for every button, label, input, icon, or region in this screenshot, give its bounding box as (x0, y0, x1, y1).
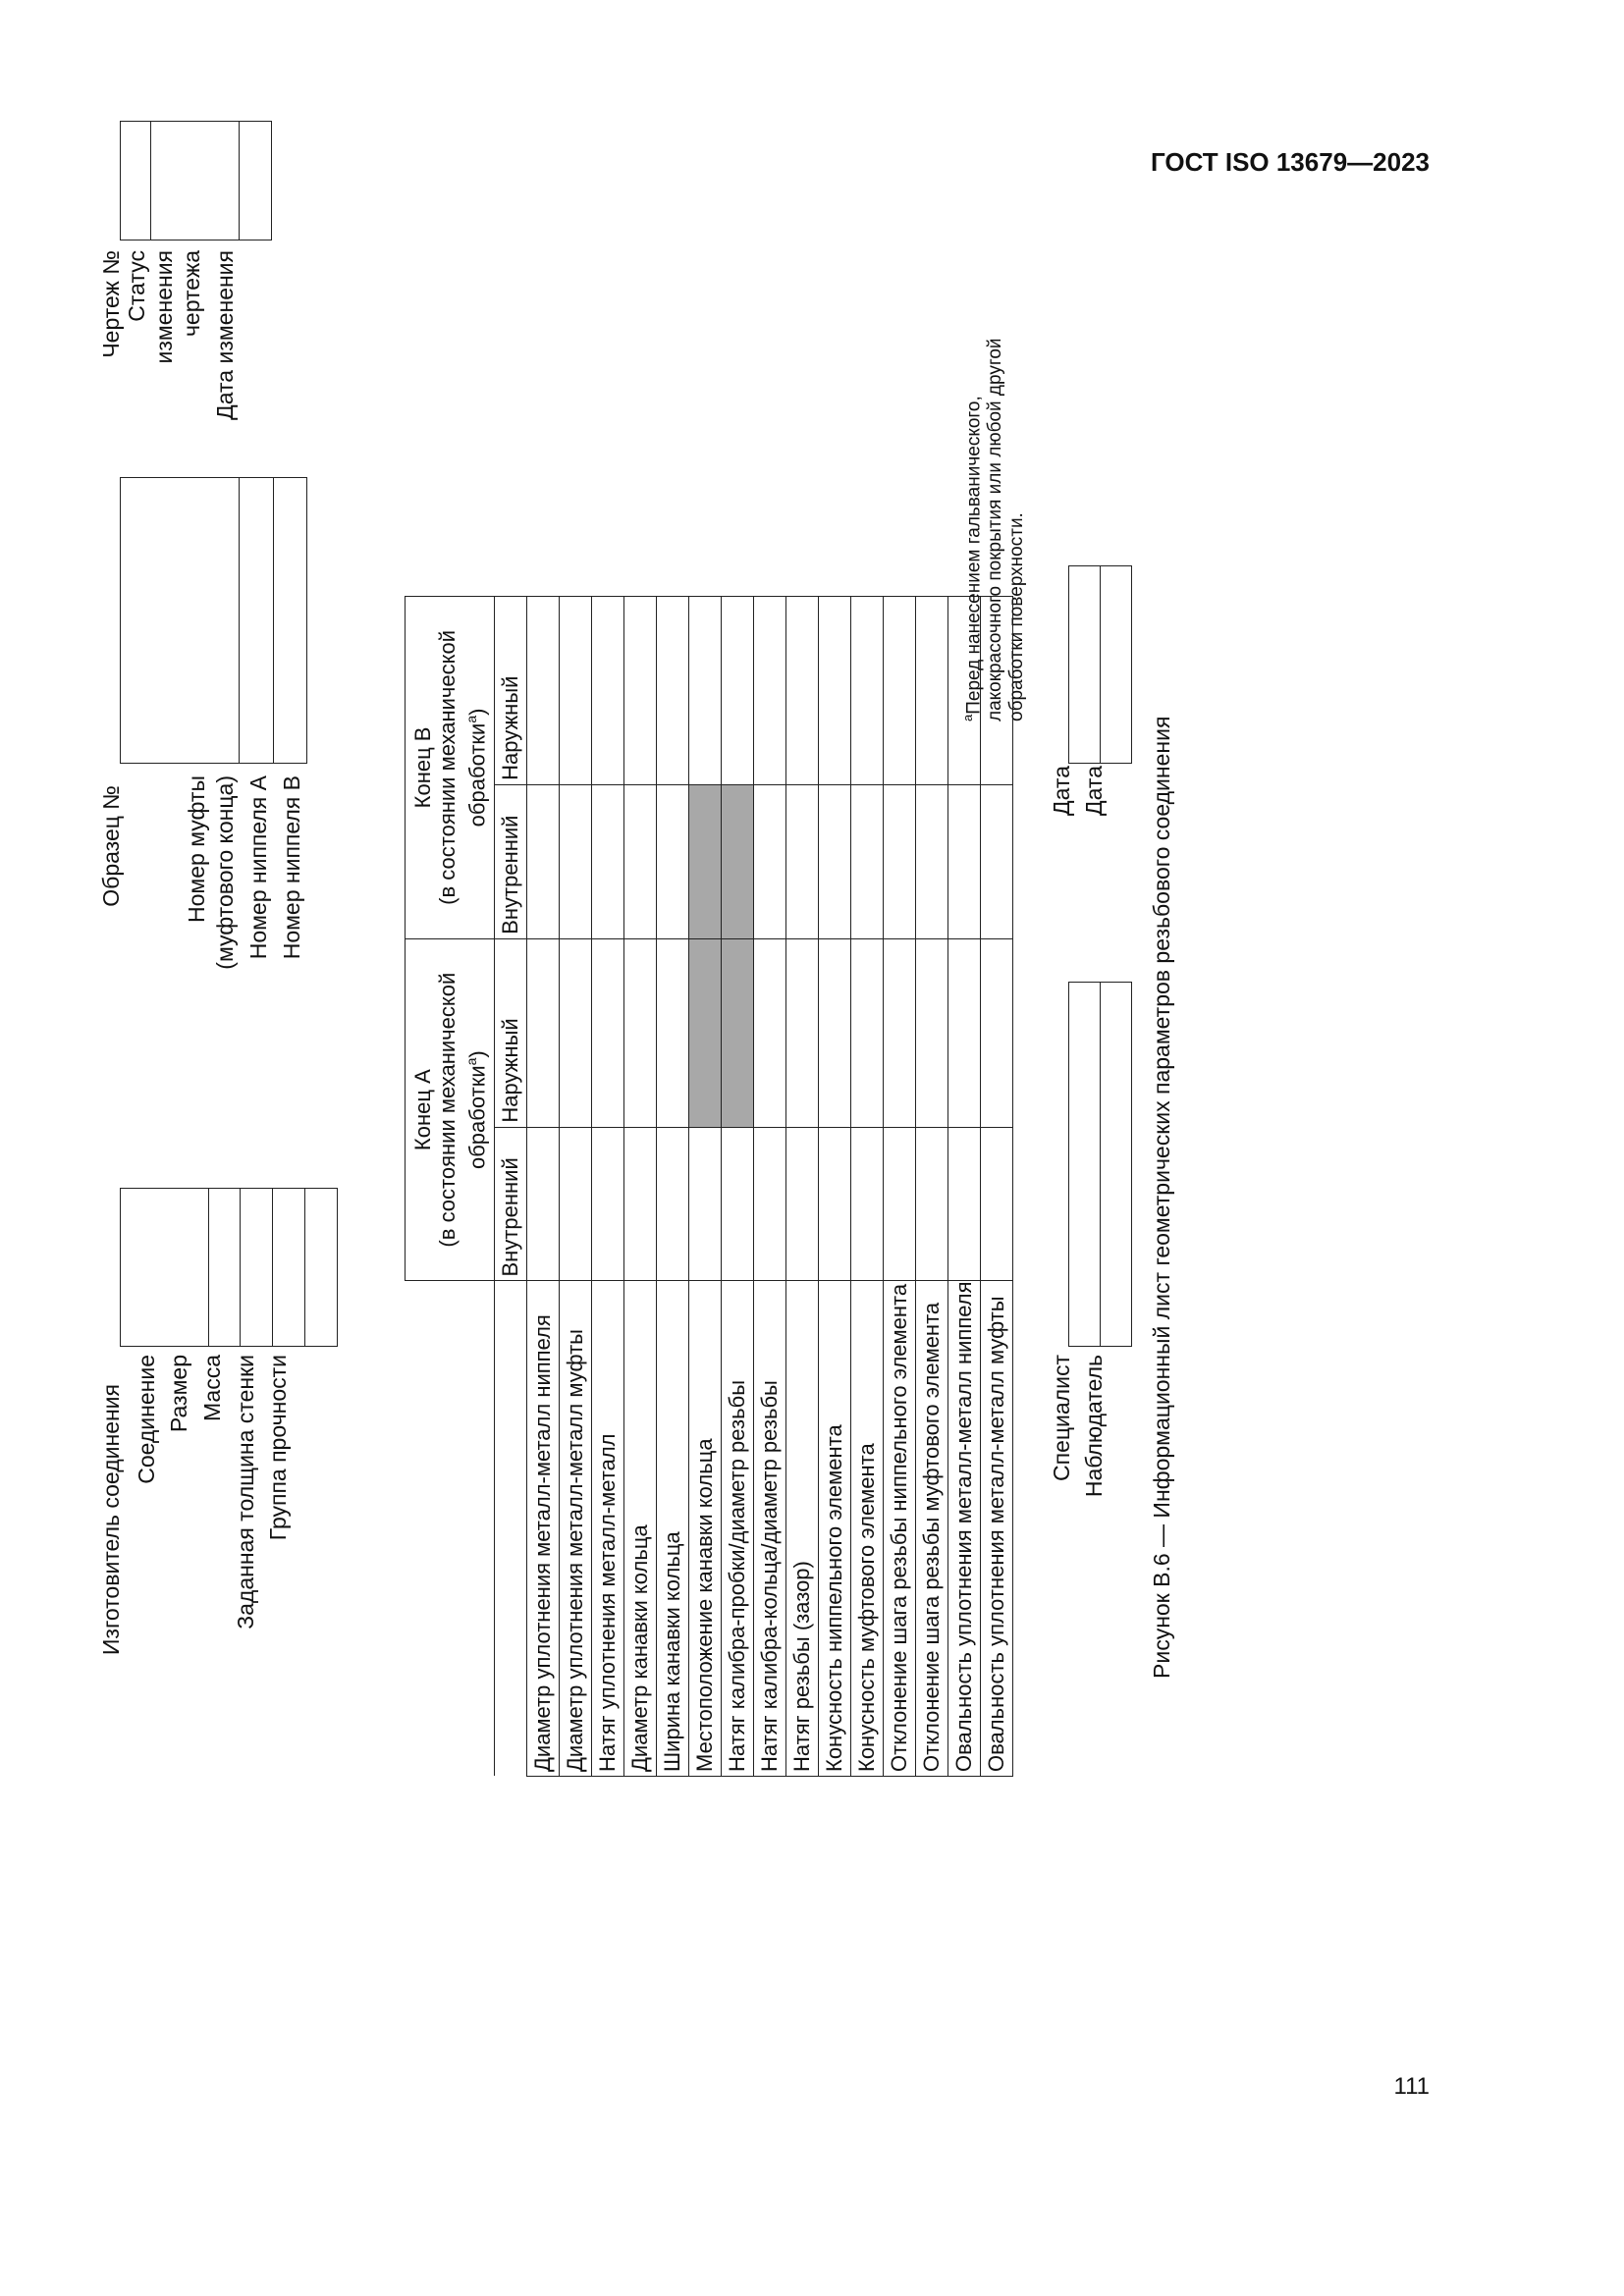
date-box (1068, 565, 1132, 764)
label-nipple-a: Номер ниппеля А (245, 775, 271, 960)
document-header: ГОСТ ISO 13679—2023 (1150, 147, 1430, 177)
label-drawing: чертежа (179, 250, 204, 338)
col-a-outer: Наружный (495, 938, 527, 1127)
row-label: Отклонение шага резьбы муфтового элемента (916, 1281, 948, 1777)
left-info-box (120, 1188, 338, 1347)
label-nipple-b: Номер ниппеля В (279, 775, 304, 960)
field-sample-value[interactable] (121, 478, 240, 764)
field-date-2-value[interactable] (1101, 566, 1132, 764)
middle-info-box (120, 477, 307, 764)
label-coupling-number: Номер муфты (184, 775, 209, 923)
table-row (592, 151, 624, 1777)
field-specialist-value[interactable] (1069, 983, 1101, 1347)
shaded-cell (722, 938, 754, 1127)
col-b-inner: Внутренний (495, 784, 527, 938)
table-row (884, 151, 916, 1777)
table-row (560, 151, 592, 1777)
shaded-cell (689, 938, 722, 1127)
end-a-header: Конец А (в состоянии механической обработки$^a$) (406, 938, 495, 1281)
label-status: Статус (124, 250, 149, 322)
table-row (657, 151, 689, 1777)
rotated-form (98, 0, 1316, 1777)
row-label: Овальность уплотнения металл-металл ниппеля (948, 1281, 981, 1777)
field-drawing-value[interactable] (121, 122, 151, 240)
label-size: Размер (166, 1355, 191, 1433)
shaded-cell (689, 784, 722, 938)
shaded-cell (722, 784, 754, 938)
label-strength-group: Группа прочности (265, 1355, 291, 1541)
label-date-1: Дата (1049, 766, 1074, 816)
page-number: 111 (1393, 2073, 1430, 2100)
table-row (624, 151, 657, 1777)
field-date-1-value[interactable] (1069, 566, 1101, 764)
label-wall-thickness: Заданная толщина стенки (233, 1355, 258, 1629)
label-coupling-end: (муфтового конца) (212, 775, 238, 970)
table-row (819, 151, 851, 1777)
thread-parameters-table (405, 150, 1013, 1777)
col-b-outer: Наружный (495, 597, 527, 785)
row-label: Натяг уплотнения металл-металл (592, 1281, 624, 1777)
end-b-header: Конец В (в состоянии механической обработки$^a$) (406, 597, 495, 939)
row-label: Овальность уплотнения металл-металл муфты (981, 1281, 1013, 1777)
label-connection: Соединение (134, 1355, 159, 1484)
right-info-box (120, 121, 272, 240)
table-row (722, 151, 754, 1777)
row-label: Диаметр уплотнения металл-металл муфты (560, 1281, 592, 1777)
label-observer: Наблюдатель (1081, 1355, 1107, 1498)
row-label: Натяг калибра-пробки/диаметр резьбы (722, 1281, 754, 1777)
col-a-inner: Внутренний (495, 1127, 527, 1281)
row-label: Местоположение канавки кольца (689, 1281, 722, 1777)
field-observer-value[interactable] (1101, 983, 1132, 1347)
field-status-value[interactable] (151, 122, 240, 240)
row-label: Конусность ниппельного элемента (819, 1281, 851, 1777)
row-label: Конусность муфтового элемента (851, 1281, 884, 1777)
footnote: $^a$Перед нанесением гальванического, лакокрасочного покрытия или любой другой обработки поверхности. (960, 338, 1028, 721)
label-specialist: Специалист (1049, 1355, 1074, 1481)
table-row (527, 151, 560, 1777)
table-row (689, 151, 722, 1777)
label-mass: Масса (199, 1355, 225, 1422)
signature-box (1068, 982, 1132, 1347)
field-nipple-b-value[interactable] (274, 478, 307, 764)
label-sample: Образец № (98, 785, 124, 907)
label-date-2: Дата (1081, 766, 1107, 816)
label-manufacturer: Изготовитель соединения (98, 1384, 124, 1656)
field-date-value[interactable] (240, 122, 272, 240)
row-label: Натяг резьбы (зазор) (786, 1281, 819, 1777)
field-wall-value[interactable] (273, 1189, 305, 1347)
row-label: Отклонение шага резьбы ниппельного элемента (884, 1281, 916, 1777)
field-connection-value[interactable] (121, 1189, 209, 1347)
row-label: Натяг калибра-кольца/диаметр резьбы (754, 1281, 786, 1777)
field-nipple-a-value[interactable] (240, 478, 274, 764)
field-mass-value[interactable] (241, 1189, 273, 1347)
row-label: Диаметр уплотнения металл-металл ниппеля (527, 1281, 560, 1777)
figure-caption: Рисунок В.6 — Информационный лист геометрических параметров резьбового соединения (1149, 716, 1174, 1679)
table-row (851, 151, 884, 1777)
label-change-date: Дата изменения (212, 250, 238, 420)
table-row (786, 151, 819, 1777)
field-strength-value[interactable] (305, 1189, 338, 1347)
row-label: Диаметр канавки кольца (624, 1281, 657, 1777)
table-row (754, 151, 786, 1777)
label-drawing-no: Чертеж № (98, 250, 124, 358)
label-change: изменения (151, 250, 177, 364)
table-row (916, 151, 948, 1777)
row-label: Ширина канавки кольца (657, 1281, 689, 1777)
field-size-value[interactable] (209, 1189, 241, 1347)
